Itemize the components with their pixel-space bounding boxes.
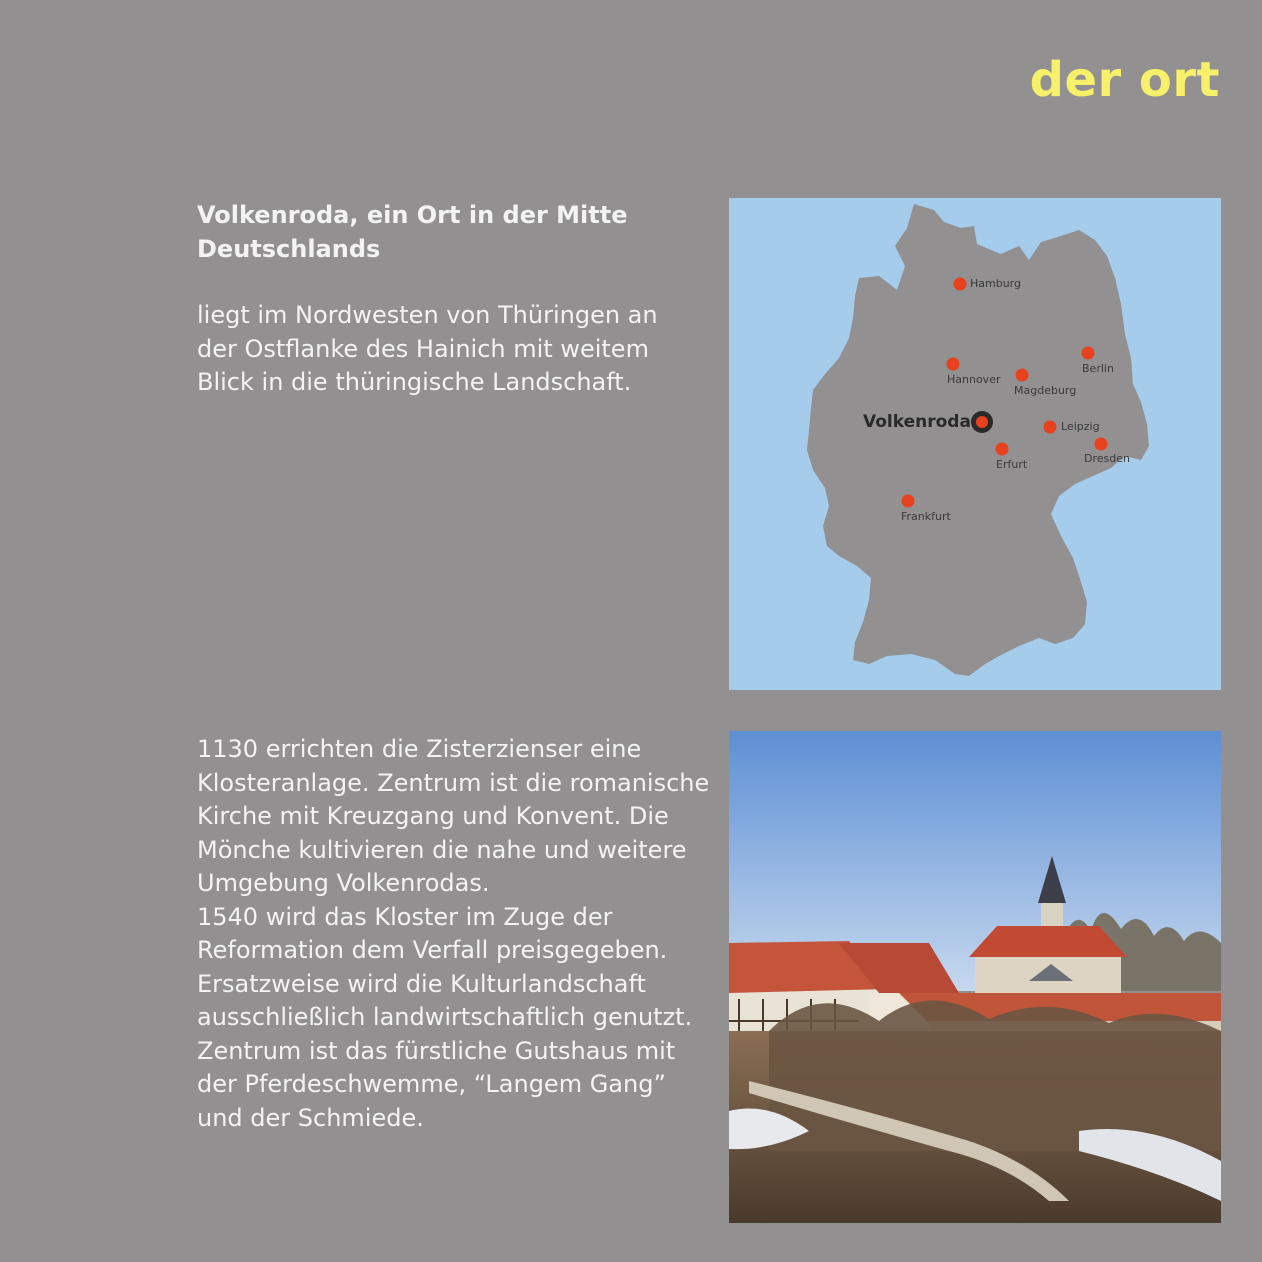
leipzig-dot <box>1044 421 1057 434</box>
hamburg-dot <box>954 278 967 291</box>
magdeburg-dot <box>1016 369 1029 382</box>
erfurt-label: Erfurt <box>996 458 1028 471</box>
germany-map-graphic <box>729 198 1221 690</box>
erfurt-dot <box>996 443 1009 456</box>
hamburg-label: Hamburg <box>970 277 1021 290</box>
berlin-label: Berlin <box>1082 362 1114 375</box>
intro-body: liegt im Nordwesten von Thüringen an der Ostflanke des Hainich mit weitem Blick in die thüringische Landschaft. <box>197 301 658 396</box>
volkenroda-label: Volkenroda <box>863 412 971 432</box>
history-paragraph-2: 1540 wird das Kloster im Zuge der Reformation dem Verfall preisgegeben. Ersatzweise wird die Kulturlandschaft ausschließlich landwirtschaftlich genutzt. Zentrum ist das fürstliche Gutshaus mit der Pferdeschwemme, “Langem Gang” und der Schmiede. <box>197 902 693 1132</box>
history-paragraph-1: 1130 errichten die Zisterzienser eine Klosteranlage. Zentrum ist die romanische Kirche mit Kreuzgang und Konvent. Die Mönche kultivieren die nahe und weitere Umgebung Volkenrodas. <box>197 735 710 897</box>
intro-heading: Volkenroda, ein Ort in der Mitte Deutschlands <box>197 201 628 263</box>
magdeburg-label: Magdeburg <box>1014 384 1077 397</box>
bare-trees <box>769 1000 1221 1151</box>
hannover-label: Hannover <box>947 373 1001 386</box>
frankfurt-dot <box>902 495 915 508</box>
volkenroda-dot <box>976 416 988 428</box>
dresden-dot <box>1095 438 1108 451</box>
germany-map <box>729 198 1221 690</box>
leipzig-label: Leipzig <box>1061 420 1100 433</box>
history-section <box>197 733 717 1135</box>
frankfurt-label: Frankfurt <box>901 510 951 523</box>
berlin-dot <box>1082 347 1095 360</box>
hannover-dot <box>947 358 960 371</box>
intro-section <box>197 198 697 400</box>
volkenroda-photo <box>729 731 1221 1223</box>
dresden-label: Dresden <box>1084 452 1130 465</box>
page-title: der ort <box>1029 52 1220 108</box>
village-photo-illustration <box>729 731 1221 1223</box>
